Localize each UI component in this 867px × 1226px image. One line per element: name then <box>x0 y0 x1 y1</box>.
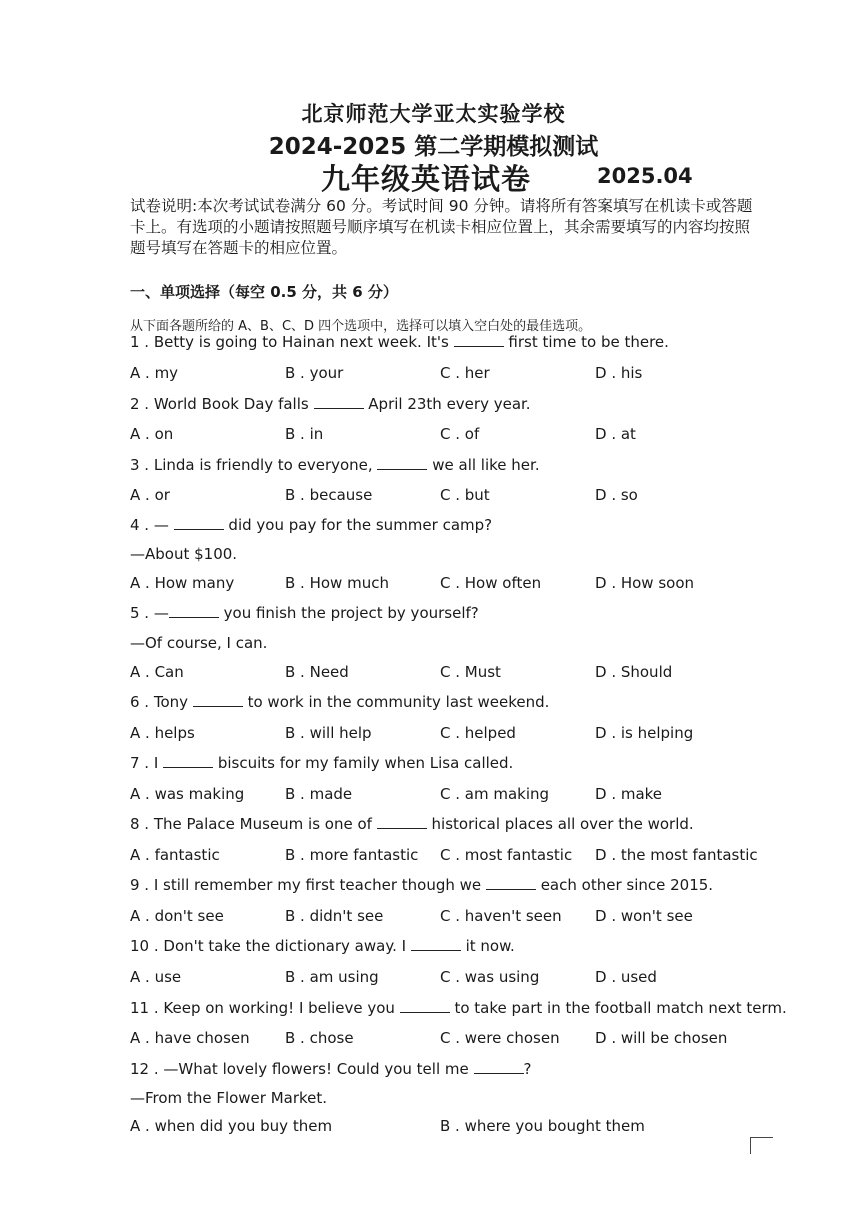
instructions: 试卷说明:本次考试试卷满分 60 分。考试时间 90 分钟。请将所有答案填写在机读卡或答题卡上。有选项的小题请按照题号顺序填写在机读卡相应位置上，其余需要填写的内容均按照题号填写在答题卡的相应位置。 <box>130 197 753 257</box>
answer-blank <box>486 877 536 890</box>
option-b: B . chose <box>285 1029 354 1047</box>
answer-blank <box>377 816 427 829</box>
question-reply: —From the Flower Market. <box>130 1089 328 1107</box>
option-b: B . didn't see <box>285 907 384 925</box>
option-b: B . made <box>285 785 353 803</box>
question-6 <box>130 693 549 711</box>
question-text: each other since 2015. <box>540 876 714 894</box>
option-b: B . your <box>285 364 344 382</box>
option-c: C . her <box>440 364 490 382</box>
question-text: 1 . Betty is going to Hainan next week. It's <box>130 333 449 351</box>
option-c: C . Must <box>440 663 501 681</box>
question-text: 9 . I still remember my first teacher though we <box>130 876 482 894</box>
option-c: C . were chosen <box>440 1029 560 1047</box>
answer-blank <box>169 605 219 618</box>
option-a: A . How many <box>130 574 235 592</box>
question-3 <box>130 456 540 474</box>
question-12 <box>130 1060 531 1078</box>
answer-blank <box>454 334 504 347</box>
question-8 <box>130 815 694 833</box>
option-d: D . make <box>595 785 663 803</box>
question-text: 11 . Keep on working! I believe you <box>130 999 395 1017</box>
school-name: 北京师范大学亚太实验学校 <box>301 102 566 126</box>
question-text: 5 . — <box>130 604 169 622</box>
exam-title: 九年级英语试卷 <box>321 162 532 196</box>
option-c: C . was using <box>440 968 540 986</box>
question-1 <box>130 333 669 351</box>
option-b: B . am using <box>285 968 379 986</box>
option-d: D . used <box>595 968 657 986</box>
question-text: April 23th every year. <box>368 395 531 413</box>
option-c: C . helped <box>440 724 516 742</box>
option-c: C . of <box>440 425 480 443</box>
term-title: 2024-2025 第二学期模拟测试 <box>268 134 599 160</box>
question-7 <box>130 754 513 772</box>
option-a: A . helps <box>130 724 195 742</box>
question-text: 6 . Tony <box>130 693 189 711</box>
question-text: 2 . World Book Day falls <box>130 395 309 413</box>
question-5 <box>130 604 479 622</box>
question-text: you finish the project by yourself? <box>223 604 479 622</box>
question-text: ? <box>523 1060 532 1078</box>
option-a: A . was making <box>130 785 245 803</box>
question-text: 4 . — <box>130 516 169 534</box>
answer-blank <box>377 457 427 470</box>
answer-blank <box>474 1061 524 1074</box>
question-text: first time to be there. <box>508 333 669 351</box>
option-a: A . don't see <box>130 907 224 925</box>
option-a: A . or <box>130 486 170 504</box>
question-text: to take part in the football match next term. <box>454 999 787 1017</box>
answer-blank <box>411 938 461 951</box>
answer-blank <box>174 517 224 530</box>
question-10 <box>130 937 515 955</box>
option-a: A . use <box>130 968 182 986</box>
question-2 <box>130 395 531 413</box>
option-b: B . How much <box>285 574 389 592</box>
option-b: B . will help <box>285 724 372 742</box>
question-11 <box>130 999 787 1017</box>
option-c: C . most fantastic <box>440 846 573 864</box>
answer-blank <box>193 694 243 707</box>
option-b: B . more fantastic <box>285 846 419 864</box>
option-b: B . in <box>285 425 324 443</box>
option-d: D . Should <box>595 663 673 681</box>
exam-date: 2025.04 <box>597 164 693 188</box>
option-a: A . Can <box>130 663 184 681</box>
question-reply: —Of course, I can. <box>130 634 268 652</box>
option-d: D . will be chosen <box>595 1029 728 1047</box>
option-a: A . when did you buy them <box>130 1117 333 1135</box>
question-text: we all like her. <box>432 456 540 474</box>
answer-blank <box>400 1000 450 1013</box>
option-c: C . am making <box>440 785 550 803</box>
option-d: D . at <box>595 425 636 443</box>
option-d: D . is helping <box>595 724 694 742</box>
question-text: to work in the community last weekend. <box>247 693 550 711</box>
section-title: 一、单项选择（每空 0.5 分，共 6 分） <box>130 283 398 301</box>
option-c: C . but <box>440 486 490 504</box>
question-text: 8 . The Palace Museum is one of <box>130 815 372 833</box>
option-a: A . my <box>130 364 179 382</box>
question-text: 12 . —What lovely flowers! Could you tell me <box>130 1060 469 1078</box>
option-d: D . How soon <box>595 574 695 592</box>
option-d: D . the most fantastic <box>595 846 758 864</box>
question-text: historical places all over the world. <box>431 815 694 833</box>
option-a: A . have chosen <box>130 1029 250 1047</box>
question-9 <box>130 876 713 894</box>
question-4 <box>130 516 492 534</box>
option-b: B . Need <box>285 663 349 681</box>
question-text: 7 . I <box>130 754 159 772</box>
option-d: D . so <box>595 486 638 504</box>
option-a: A . fantastic <box>130 846 220 864</box>
question-text: it now. <box>465 937 515 955</box>
option-b: B . because <box>285 486 373 504</box>
answer-blank <box>163 755 213 768</box>
question-text: did you pay for the summer camp? <box>228 516 493 534</box>
option-c: C . How often <box>440 574 542 592</box>
option-d: D . won't see <box>595 907 693 925</box>
section-direction: 从下面各题所给的 A、B、C、D 四个选项中，选择可以填入空白处的最佳选项。 <box>130 319 592 334</box>
option-c: C . haven't seen <box>440 907 562 925</box>
option-b: B . where you bought them <box>440 1117 645 1135</box>
question-text: 10 . Don't take the dictionary away. I <box>130 937 407 955</box>
answer-blank <box>314 396 364 409</box>
question-text: 3 . Linda is friendly to everyone, <box>130 456 373 474</box>
corner-crop-mark <box>750 1137 773 1154</box>
question-text: biscuits for my family when Lisa called. <box>217 754 514 772</box>
option-d: D . his <box>595 364 643 382</box>
option-a: A . on <box>130 425 174 443</box>
question-reply: —About $100. <box>130 545 238 563</box>
